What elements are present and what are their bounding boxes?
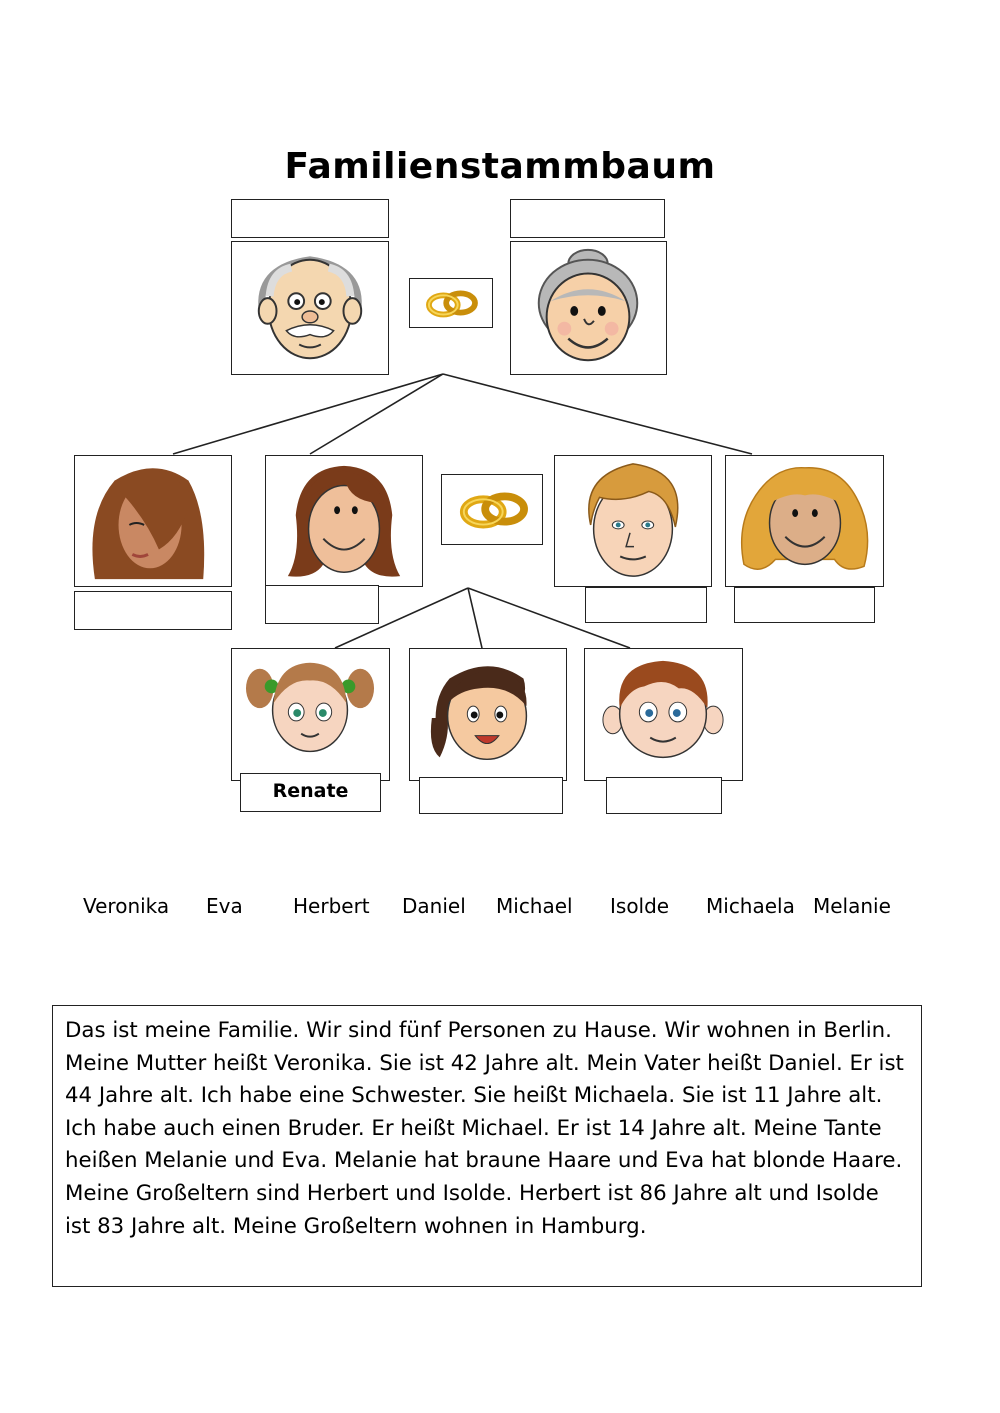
word-bank-item[interactable]: Daniel xyxy=(402,894,466,918)
portrait-child-girl-pigtails xyxy=(231,648,390,781)
name-box-child-boy[interactable] xyxy=(606,777,722,814)
portrait-child-girl xyxy=(409,648,567,781)
name-box-child-filled[interactable]: Renate xyxy=(240,773,381,812)
portrait-child-boy xyxy=(584,648,743,781)
name-box-aunt-right[interactable] xyxy=(734,587,875,623)
woman-brown-hair-icon xyxy=(266,456,422,586)
portrait-grandfather xyxy=(231,241,389,375)
woman-blonde-curly-hair-icon xyxy=(726,456,883,586)
portrait-mother xyxy=(265,455,423,587)
girl-dark-hair-icon xyxy=(410,649,566,780)
portrait-grandmother xyxy=(510,241,667,375)
name-box-mother[interactable] xyxy=(265,585,379,624)
woman-brown-hair-side-icon xyxy=(75,456,231,586)
wedding-rings-grandparents xyxy=(409,278,493,328)
word-bank-item[interactable]: Michael xyxy=(496,894,573,918)
man-blonde-hair-icon xyxy=(555,456,711,586)
word-bank-item[interactable]: Michaela xyxy=(706,894,795,918)
rings-icon xyxy=(410,279,492,327)
grandmother-face-icon xyxy=(511,242,666,374)
word-bank-item[interactable]: Melanie xyxy=(813,894,891,918)
name-box-grandmother[interactable] xyxy=(510,199,665,238)
worksheet-title: Familienstammbaum xyxy=(284,146,716,187)
wedding-rings-parents xyxy=(441,474,543,545)
rings-icon xyxy=(442,475,542,544)
girl-pigtails-icon xyxy=(232,649,389,780)
word-bank xyxy=(0,894,1000,924)
name-box-aunt-left[interactable] xyxy=(74,591,232,630)
name-box-father[interactable] xyxy=(585,587,707,623)
portrait-aunt-right xyxy=(725,455,884,587)
portrait-father xyxy=(554,455,712,587)
boy-brown-hair-icon xyxy=(585,649,742,780)
story-text-box: Das ist meine Familie. Wir sind fünf Personen zu Hause. Wir wohnen in Berlin. Meine Mutter heißt Veronika. Sie ist 42 Jahre alt. Mein Vater heißt Daniel. Er ist 44 Jahre alt. Ich habe eine Schwester. Sie heißt Michaela. Sie ist 11 Jahre alt. Ich habe auch einen Bruder. Er heißt Michael. Er ist 14 Jahre alt. Meine Tante heißen Melanie und Eva. Melanie hat braune Haare und Eva hat blonde Haare. Meine Großeltern sind Herbert und Isolde. Herbert ist 86 Jahre alt und Isolde ist 83 Jahre alt. Meine Großeltern wohnen in Hamburg. xyxy=(52,1005,922,1287)
word-bank-item[interactable]: Herbert xyxy=(293,894,370,918)
portrait-aunt-left xyxy=(74,455,232,587)
word-bank-item[interactable]: Eva xyxy=(206,894,243,918)
word-bank-item[interactable]: Isolde xyxy=(610,894,670,918)
name-box-child-girl[interactable] xyxy=(419,777,563,814)
grandfather-face-icon xyxy=(232,242,388,374)
word-bank-item[interactable]: Veronika xyxy=(83,894,170,918)
name-box-grandfather[interactable] xyxy=(231,199,389,238)
